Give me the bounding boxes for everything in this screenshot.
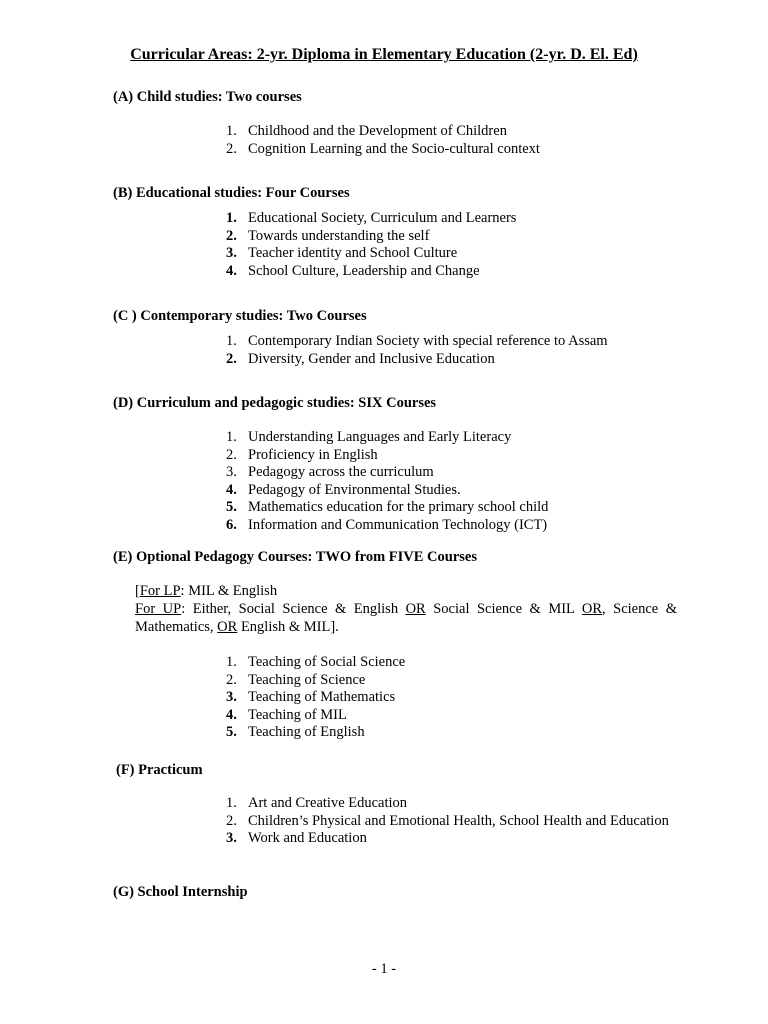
item-number: 2. xyxy=(226,350,237,367)
list-item xyxy=(226,141,678,159)
section-c-list xyxy=(226,333,678,368)
item-text: Teaching of MIL xyxy=(248,706,347,723)
list-item xyxy=(226,813,678,831)
list-item xyxy=(226,724,678,742)
for-up-text: , Science & Mathematics, xyxy=(135,601,677,635)
item-text: School Culture, Leadership and Change xyxy=(248,262,480,279)
for-lp-label: For LP xyxy=(139,583,181,599)
section-c-heading: (C ) Contemporary studies: Two Courses xyxy=(113,308,367,324)
list-item xyxy=(226,351,678,369)
item-number: 1. xyxy=(226,654,237,670)
item-text: Children’s Physical and Emotional Health, School Health and Education xyxy=(248,812,669,829)
open-bracket: [ xyxy=(135,583,140,599)
section-e-list xyxy=(226,654,678,742)
item-text: Contemporary Indian Society with special reference to Assam xyxy=(248,333,608,349)
item-number: 3. xyxy=(226,689,237,706)
for-up-text: English & MIL]. xyxy=(237,619,339,635)
item-text: Pedagogy across the curriculum xyxy=(248,464,434,481)
item-text: Childhood and the Development of Children xyxy=(248,123,507,139)
item-text: Educational Society, Curriculum and Learners xyxy=(248,210,517,226)
note-lp-line xyxy=(135,582,677,600)
item-text: Teacher identity and School Culture xyxy=(248,245,458,262)
item-text: Cognition Learning and the Socio-cultural context xyxy=(248,140,540,157)
list-item xyxy=(226,795,678,813)
list-item xyxy=(226,689,678,707)
list-item xyxy=(226,672,678,690)
item-text: Teaching of Science xyxy=(248,671,366,688)
list-item xyxy=(226,123,678,141)
item-number: 3. xyxy=(226,830,237,847)
section-g-heading: (G) School Internship xyxy=(113,884,248,900)
list-item xyxy=(226,707,678,725)
item-text: Mathematics education for the primary school child xyxy=(248,499,549,516)
item-number: 1. xyxy=(226,210,237,226)
item-number: 2. xyxy=(226,227,237,244)
item-number: 4. xyxy=(226,262,237,279)
or-label: OR xyxy=(217,619,238,635)
item-number: 1. xyxy=(226,123,237,139)
item-text: Towards understanding the self xyxy=(248,227,430,244)
section-f-list xyxy=(226,795,678,848)
item-text: Proficiency in English xyxy=(248,446,378,463)
item-number: 2. xyxy=(226,446,237,463)
list-item xyxy=(226,333,678,351)
list-item xyxy=(226,654,678,672)
or-label: OR xyxy=(581,601,603,617)
for-lp-text: : MIL & English xyxy=(180,583,278,599)
list-item xyxy=(226,517,678,535)
list-item xyxy=(226,464,678,482)
item-number: 3. xyxy=(226,464,237,481)
section-d-heading: (D) Curriculum and pedagogic studies: SIX Courses xyxy=(113,395,437,411)
item-text: Teaching of English xyxy=(248,724,365,741)
item-number: 4. xyxy=(226,481,237,498)
list-item xyxy=(226,429,678,447)
item-text: Diversity, Gender and Inclusive Education xyxy=(248,350,495,367)
section-b-heading: (B) Educational studies: Four Courses xyxy=(113,185,350,201)
or-label: OR xyxy=(405,601,426,617)
section-a-list xyxy=(226,123,678,158)
list-item xyxy=(226,830,678,848)
item-number: 3. xyxy=(226,245,237,262)
item-number: 2. xyxy=(226,812,237,829)
item-number: 6. xyxy=(226,516,237,533)
note-up-line xyxy=(135,600,677,636)
item-text: Information and Communication Technology (ICT) xyxy=(248,516,548,533)
item-text: Teaching of Mathematics xyxy=(248,689,396,706)
item-text: Work and Education xyxy=(248,830,367,847)
for-up-text: Social Science & MIL xyxy=(425,601,582,617)
section-e-heading: (E) Optional Pedagogy Courses: TWO from FIVE Courses xyxy=(113,549,477,565)
list-item xyxy=(226,482,678,500)
list-item xyxy=(226,245,678,263)
item-number: 5. xyxy=(226,499,237,516)
section-d-list xyxy=(226,429,678,535)
item-number: 2. xyxy=(226,671,237,688)
section-a-heading: (A) Child studies: Two courses xyxy=(113,89,302,105)
item-number: 5. xyxy=(226,724,237,741)
list-item xyxy=(226,228,678,246)
item-text: Understanding Languages and Early Literacy xyxy=(248,429,512,445)
for-up-text: : Either, Social Science & English xyxy=(181,601,406,617)
page-number: - 1 - xyxy=(371,961,397,977)
item-number: 2. xyxy=(226,140,237,157)
item-text: Pedagogy of Environmental Studies. xyxy=(248,481,461,498)
list-item xyxy=(226,210,678,228)
item-text: Art and Creative Education xyxy=(248,795,408,811)
list-item xyxy=(226,447,678,465)
item-number: 4. xyxy=(226,706,237,723)
item-text: Teaching of Social Science xyxy=(248,654,406,670)
item-number: 1. xyxy=(226,333,237,349)
section-f-heading: (F) Practicum xyxy=(116,762,203,778)
item-number: 1. xyxy=(226,429,237,445)
document-title: Curricular Areas: 2-yr. Diploma in Elementary Education (2-yr. D. El. Ed) xyxy=(130,46,638,63)
list-item xyxy=(226,499,678,517)
optional-courses-note xyxy=(135,582,677,636)
list-item xyxy=(226,263,678,281)
section-b-list xyxy=(226,210,678,280)
item-number: 1. xyxy=(226,795,237,811)
for-up-label: For UP xyxy=(135,601,182,617)
